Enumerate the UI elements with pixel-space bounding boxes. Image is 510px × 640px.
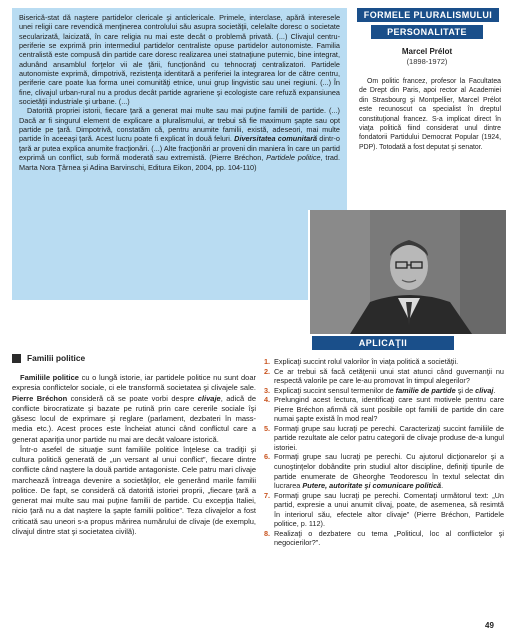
person-name: Marcel Prélot [401,47,453,56]
section-title: Familii politice [27,353,86,363]
section-banner: FORMELE PLURALISMULUI [357,8,499,22]
personality-sidebar [353,8,501,152]
question-item: 2. Ce ar trebui să facă cetăţenii unui stat atunci când guvernanţii nu respectă valorile pe care le-au promovat în timpul alegerilor? [264,366,504,386]
person-bio: Om politic francez, profesor la Facultatea de Drept din Paris, apoi rector al Academiei din Strasbourg şi Montpellier, Marcel Prélot este recunoscut ca specialist în dreptul constituţional francez. S-a implicat direct în viaţa politică fiind considerat unul dintre fondatorii Partidului Democrat Popular (1924, PDP). Totodată a fost deputat şi senator. [359,78,501,151]
person-years: (1898-1972) [406,57,448,66]
question-item: 1. Explicaţi succint rolul valorilor în viaţa politică a societăţii. [264,357,459,366]
question-list [264,357,504,548]
section-paragraph-2: Într-o asefel de situaţie sunt familiile politice înţelese ca tradiţii şi cultura politică generată de „un versant al unui conflict”, fiecare dintre conflicte când naştere la două partide antagoniste. Cele patru mari clivaje marchează întreaga devenire a societăţilor, ele generând marile familii politice. De fapt, se consideră că datorită istoriei proprii, „fiecare ţară a generat mai multe sau mai puţine familii de partide. Cu excepţia Italiei, nicio ţară nu a dat naştere la şapte familii politice”. Teza clivajelor a fost criticată sau uneori s-a propus mărirea numărului de clivaje (de exemplu, clivajul dintre stat şi societatea civilă). [12,444,256,536]
question-item: 4. Prelungind acest lectura, identificaţi care sunt motivele pentru care Pierre Bréchon afirmă că sunt posibile opt familii de partide din care numai şapte există în mod real? [264,395,504,424]
question-item: 5. Formaţi grupe sau lucraţi pe perechi. Caracterizaţi succint familiile de partide rezultate ale celor patru categorii de clivaje produse de-a lungul istoriei. [264,423,504,452]
section-paragraph-1: Familiile politice cu o lungă istorie, iar partidele politice nu sunt doar expresia conflictelor sociale, ci ele transformă societatea şi clivajele sale. Pierre Bréchon consideră că se poate vorbi despre clivaje, adică de conflicte birocratizate şi bazate pe rutină prin care cererile sociale îşi găsesc locul de exprimare şi reglare (parlament, dezbateri în mass-media etc.). Acest proces este încheiat atunci când conflictul care a generat apariţia unor partide nu mai are decât valoare istorică. [12,373,256,444]
question-item: 3. Explicaţi succint sensul termenilor de familie de partide şi de clivaj. [264,385,496,395]
page-number: 49 [485,621,494,630]
families-section [12,353,256,537]
quote-paragraph-2: Datorită propriei istorii, fiecare ţară a generat mai multe sau mai puţine familii de partide. (...) Dacă ar fi singurul element de explicare a pluralismului, ar trebui să fie maximum şapte sau opt partide pe ţară. Dimpotrivă, constatăm că, pentru anumite familii, există, adeseori, mai multe partide în aceeaşi ţară. Acest lucru poate fi explicat în două feluri. Diversitatea comunitară dintr-o ţară ar putea explica anumite fracţionări. (...) Alte fracţionări ar proveni din maniera în care un partid exprimă un conflict, sub formă moderată sau extremistă. (Pierre Bréchon, Partidele politice, trad. Marta Nora Ţârnea şi Adina Barvinschi, Editura Eikon, 2004, pp. 104-110) [19,106,341,172]
quote-box [12,8,347,300]
question-item: 8. Realizaţi o dezbatere cu tema „Politicul, loc al conflictelor şi negocierilor?”. [264,528,504,548]
applications-banner: APLICAŢII [312,336,454,350]
quote-source-title: Partidele politice [266,153,321,163]
portrait-image [310,210,506,334]
personality-banner: PERSONALITATE [371,25,483,39]
question-item: 7. Formaţi grupe sau lucraţi pe perechi. Comentaţi următorul text: „Un partid, expresie a unui anumit clivaj, poate, de asemenea, să resimtă în interiorul său, efectele altor clivaje” (Pierre Bréchon, Partidele politice, p. 112). [264,490,504,529]
quote-paragraph-1: Biserică-stat dă naştere partidelor clericale şi anticlericale. Primele, interclase, apără interesele unei religii care revendică menţinerea controlului său asupra societăţii, celelalte doresc o societate secularizată, laicizată, în care religia nu mai este decât o problemă privată. (...) Clivajul centru-periferie se exprimă prin intermediul partidelor centraliste opuse partidelor autonomiste. Familia centralistă este compusă din partide care doresc realizarea unei statnaţiune puternic, bine integrat, adunând ansamblul forţelor vii ale ţării, funcţionând cu tehnocraţi centralizatori. Partidele autonomiste exprimă, dimpotrivă, rezistenţa identitară a periferiei la integrarea lor de către centru, periferie care poate lua forma unei comunităţi etnice, unui grup lingvistic sau unei regiuni. (...) În fine, clivajul urban-rural nu a produs decât partide agrariene şi ecologiste care refuză expansiunea societăţii industriale şi urbane. (...) [19,13,340,107]
portrait-photo [308,210,506,334]
section-heading [12,353,256,363]
applications-section [264,336,504,548]
square-bullet-icon [12,354,21,363]
question-item: 6. Formaţi grupe sau lucraţi pe perechi. Cu ajutorul dicţionarelor şi a cunoştinţelor dobândite prin studiul altor discipline, definiţi tipurile de partide enumerate de Gheorghe Teodorescu în textul selectat din lucrarea Putere, autoritate şi comunicare politică. [264,452,504,491]
quote-italic-term: Diversitatea comunitară [234,134,318,144]
